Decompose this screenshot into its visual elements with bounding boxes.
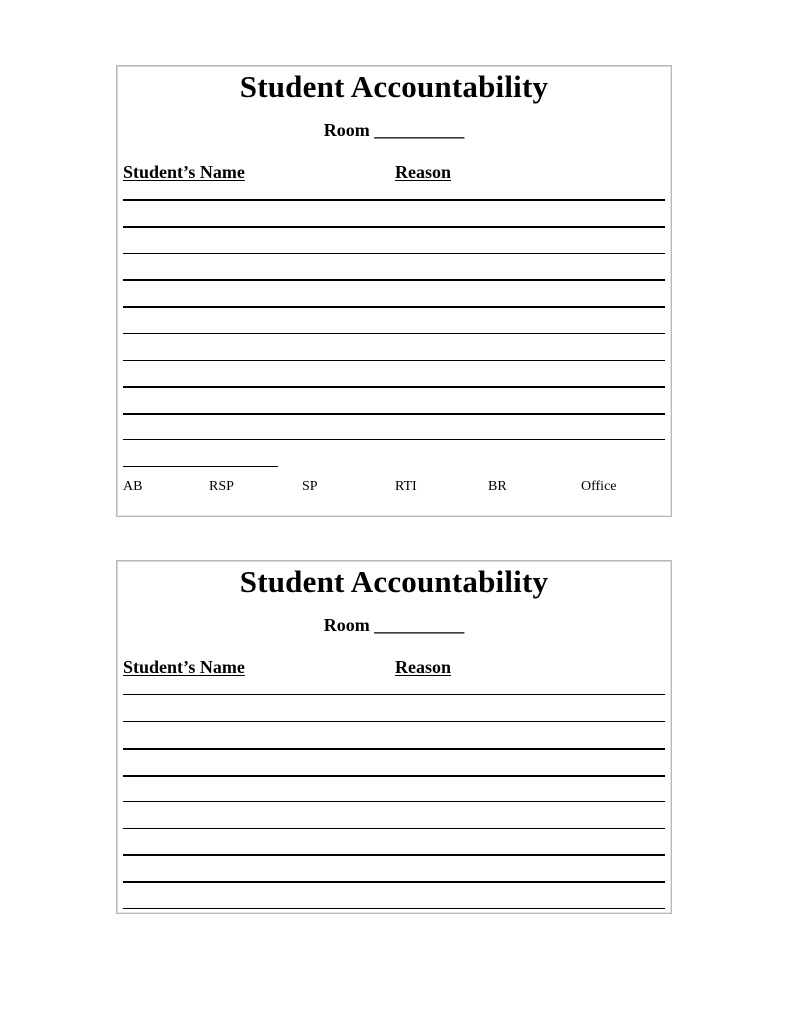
entry-line[interactable] <box>123 413 665 415</box>
code-rti: RTI <box>395 479 417 494</box>
entry-line[interactable] <box>123 199 665 201</box>
entry-line[interactable] <box>123 226 665 228</box>
entry-line[interactable] <box>123 333 665 334</box>
code-br: BR <box>488 479 507 494</box>
entry-line[interactable] <box>123 748 665 750</box>
entry-line[interactable] <box>123 279 665 281</box>
room-field[interactable]: Room __________ <box>323 120 465 140</box>
code-rsp: RSP <box>209 479 234 494</box>
entry-line[interactable] <box>123 253 665 254</box>
reason-header: Reason <box>395 162 452 182</box>
entry-line[interactable] <box>123 881 665 883</box>
code-office: Office <box>581 479 617 494</box>
entry-line[interactable] <box>123 908 665 909</box>
room-field[interactable]: Room __________ <box>323 615 465 635</box>
code-sp: SP <box>302 479 318 494</box>
signature-line[interactable] <box>123 466 278 467</box>
student-name-header: Student’s Name <box>123 657 245 677</box>
entry-line[interactable] <box>123 694 665 695</box>
entry-line[interactable] <box>123 439 665 440</box>
entry-line[interactable] <box>123 306 665 308</box>
accountability-form-2 <box>116 560 672 914</box>
student-name-header: Student’s Name <box>123 162 245 182</box>
entry-line[interactable] <box>123 360 665 361</box>
reason-header: Reason <box>395 657 452 677</box>
entry-line[interactable] <box>123 775 665 777</box>
form-title: Student Accountability <box>239 564 549 599</box>
entry-line[interactable] <box>123 386 665 388</box>
entry-line[interactable] <box>123 801 665 802</box>
entry-line[interactable] <box>123 828 665 829</box>
code-ab: AB <box>123 479 143 494</box>
accountability-form-1 <box>116 65 672 517</box>
form-title: Student Accountability <box>239 69 549 104</box>
entry-line[interactable] <box>123 854 665 856</box>
entry-line[interactable] <box>123 721 665 722</box>
